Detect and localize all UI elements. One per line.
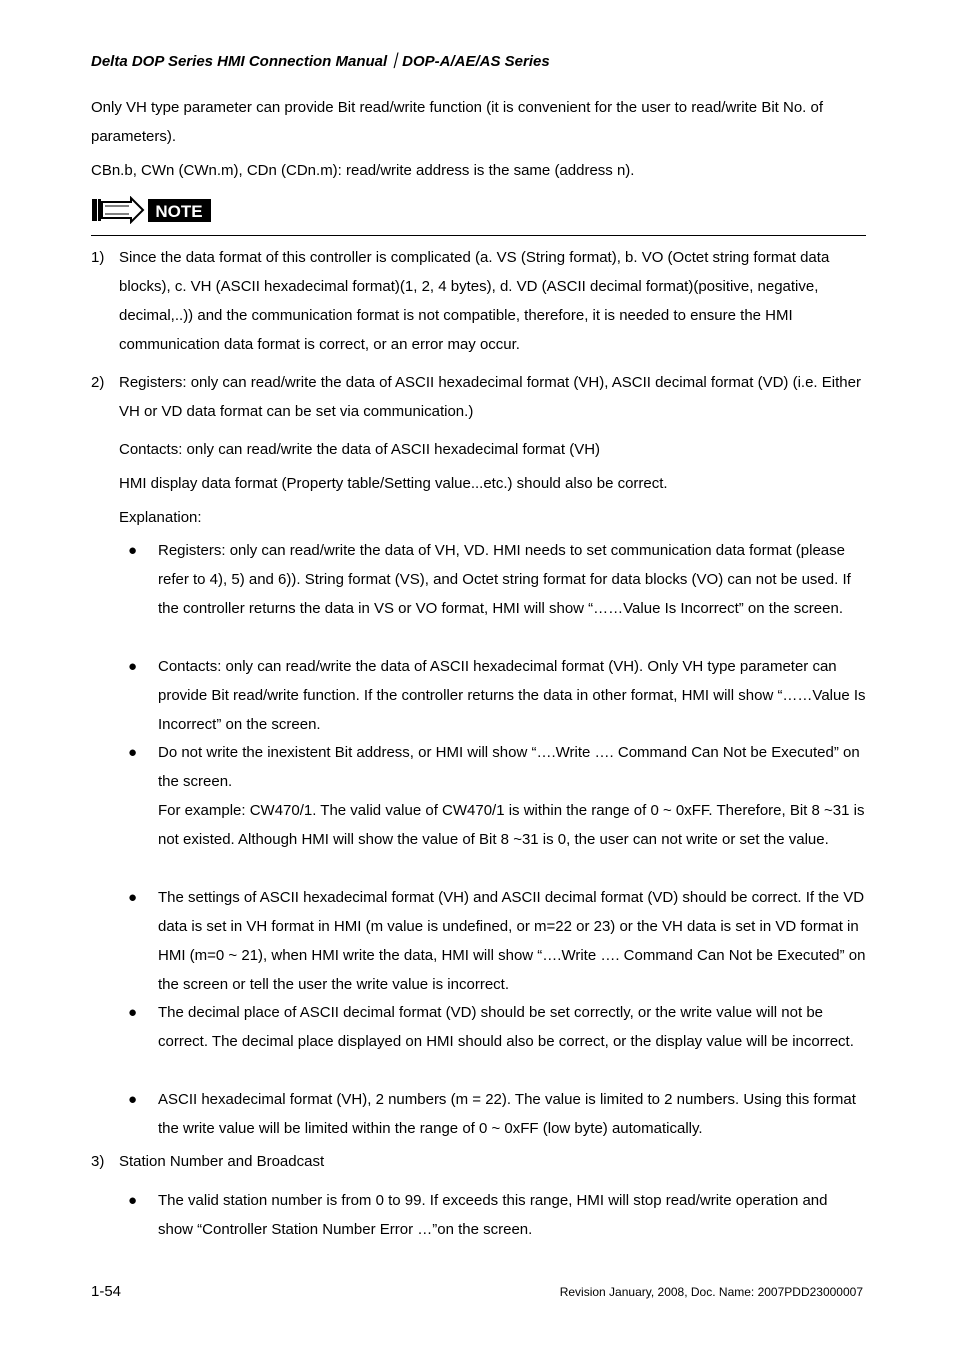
page-header-title: Delta DOP Series HMI Connection Manual｜DOP-A/AE/AS Series: [91, 53, 550, 70]
bullet-icon: ●: [128, 658, 138, 675]
item-2-number: 2): [91, 374, 105, 391]
item-3-number: 3): [91, 1153, 105, 1170]
bullet-station-number: The valid station number is from 0 to 99. If exceeds this range, HMI will stop read/write operation and show “Controller Station Number Error …”on the screen.: [158, 1192, 828, 1238]
item-3-text: Station Number and Broadcast: [119, 1153, 325, 1170]
bullet-icon: ●: [128, 1192, 138, 1209]
note-label: NOTE: [155, 202, 203, 221]
intro-paragraph-2: CBn.b, CWn (CWn.m), CDn (CDn.m): read/write address is the same (address n).: [91, 162, 635, 179]
bullet-inexistent-bit: Do not write the inexistent Bit address, or HMI will show “….Write …. Command Can Not be Executed” on the screen.: [158, 744, 860, 790]
note-divider: [91, 235, 866, 236]
bullet-icon: ●: [128, 1091, 138, 1108]
item-2-text: Registers: only can read/write the data of ASCII hexadecimal format (VH), ASCII decimal format (VD) (i.e. Either VH or VD data format can be set via communication.): [119, 374, 861, 420]
item-2-explanation: Explanation:: [119, 509, 202, 526]
bullet-registers: Registers: only can read/write the data of VH, VD. HMI needs to set communication data format (please refer to 4), 5) and 6)). String format (VS), and Octet string format for data blocks (VO) can not be used. If the controller returns the data in VS or VO format, HMI will show “……Value Is Incorrect” on the screen.: [158, 542, 851, 617]
bullet-vh-2-numbers: ASCII hexadecimal format (VH), 2 numbers (m = 22). The value is limited to 2 numbers. Using this format the write value will be limited within the range of 0 ~ 0xFF (low byte) automatically.: [158, 1091, 856, 1137]
item-1-text: Since the data format of this controller is complicated (a. VS (String format), b. VO (Octet string format data blocks), c. VH (ASCII hexadecimal format)(1, 2, 4 bytes), d. VD (ASCII decimal format)(positive, negative, decimal,..)) and the communication format is not compatible, therefore, it is needed to ensure the HMI communication data format is correct, or an error may occur.: [119, 249, 830, 353]
note-icon: [91, 196, 213, 224]
intro-paragraph-1: Only VH type parameter can provide Bit read/write function (it is convenient for the user to read/write Bit No. of parameters).: [91, 99, 824, 145]
revision-info: Revision January, 2008, Doc. Name: 2007PDD23000007: [559, 1285, 863, 1299]
bullet-example: For example: CW470/1. The valid value of CW470/1 is within the range of 0 ~ 0xFF. Therefore, Bit 8 ~31 is not existed. Although HMI will show the value of Bit 8 ~31 is 0, the user can not write or set the value.: [158, 802, 865, 848]
page-number: 1-54: [91, 1283, 122, 1300]
bullet-icon: ●: [128, 1004, 138, 1021]
bullet-decimal-place: The decimal place of ASCII decimal format (VD) should be set correctly, or the write value will not be correct. The decimal place displayed on HMI should also be correct, or the display value will be incorrect.: [158, 1004, 854, 1050]
bullet-icon: ●: [128, 744, 138, 761]
bullet-icon: ●: [128, 542, 138, 559]
item-2-hmi-format: HMI display data format (Property table/Setting value...etc.) should also be correct.: [119, 475, 668, 492]
bullet-vh-vd-settings: The settings of ASCII hexadecimal format (VH) and ASCII decimal format (VD) should be correct. If the VD data is set in VH format in HMI (m value is undefined, or m=22 or 23) or the VH data is set in VD format in HMI (m=0 ~ 21), when HMI write the data, HMI will show “….Write …. Command Can Not be Executed” on the screen or tell the user the write value is incorrect.: [158, 889, 866, 993]
item-1-number: 1): [91, 249, 105, 266]
bullet-icon: ●: [128, 889, 138, 906]
bullet-contacts: Contacts: only can read/write the data of ASCII hexadecimal format (VH). Only VH type parameter can provide Bit read/write function. If the controller returns the data in other format, HMI will show “……Value Is Incorrect” on the screen.: [158, 658, 866, 733]
item-2-contacts: Contacts: only can read/write the data of ASCII hexadecimal format (VH): [119, 441, 601, 458]
